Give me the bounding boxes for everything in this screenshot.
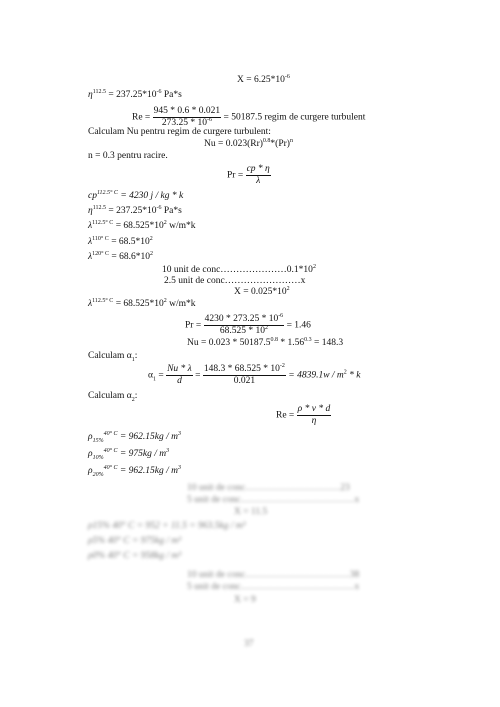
- eta2-value: = 237.25*10: [106, 206, 157, 216]
- interp1-exp: 2: [312, 263, 316, 270]
- a1-eq2: =: [192, 370, 203, 381]
- rho1-exp: 3: [177, 430, 181, 437]
- viscosity-line-1: [88, 88, 182, 101]
- rho3-value: = 962.15kg / m: [117, 466, 178, 476]
- nu-formula-exp1: 0.8: [262, 137, 271, 144]
- re2-numerator: ρ * v * d: [297, 404, 331, 414]
- a1-frac2-num-exp: -2: [279, 362, 285, 369]
- a1-frac2-den: 0.021: [203, 375, 286, 387]
- rho3-symbol: ρ: [88, 466, 93, 476]
- calc-alpha2-title: [88, 392, 137, 402]
- eta-temp: 112.5: [92, 88, 106, 95]
- rho2-exp: 3: [166, 447, 170, 454]
- cp-line: [88, 189, 184, 202]
- interp3-text: X = 0.025*10: [234, 287, 287, 297]
- a1-result: = 4839.1w / m: [285, 370, 344, 381]
- a1-fraction-2: [203, 364, 286, 387]
- pr2-den-text: 68.525 * 10: [219, 325, 265, 336]
- x-value-line: [237, 73, 290, 86]
- a1-eq: =: [155, 370, 167, 381]
- eta-symbol: η: [88, 90, 93, 100]
- re2-fraction: [297, 404, 332, 427]
- conductivity-line-1: [88, 219, 196, 232]
- pr2-result: = 1.46: [284, 320, 311, 331]
- conductivity-line-2: [88, 235, 153, 248]
- pr-numerator: cp * η: [246, 164, 270, 174]
- nu2-exp1: 0.8: [270, 336, 278, 343]
- nu2-mid: * 1.56: [277, 338, 305, 348]
- blurred-line-4: ρ15% 40° C = 952 + 11.5 = 963.5kg / m³: [88, 521, 246, 531]
- eta2-unit: Pa*s: [161, 206, 182, 216]
- blurred-line-9: X = 9: [234, 595, 256, 605]
- nusselt-value-line: [187, 336, 344, 349]
- calc-a1-text: Calculam α: [88, 351, 132, 361]
- conductivity-line-3: [88, 250, 154, 263]
- lambda2-exp: 2: [149, 235, 153, 242]
- calc-a1-sub: 1: [131, 356, 135, 363]
- nu2-exp2: 0.3: [304, 336, 312, 343]
- interpolation-line-1: [162, 263, 316, 276]
- pr-label: Pr =: [227, 170, 246, 181]
- reynolds-formula-line-2: [276, 404, 331, 427]
- prandtl-value-line: [185, 314, 311, 337]
- pr-denominator: λ: [246, 175, 271, 187]
- x-value-text: X = 6.25*10: [237, 75, 285, 85]
- a1-sub: 1: [152, 376, 156, 383]
- blurred-line-3: X = 11.5: [234, 507, 268, 517]
- eta-value: = 237.25*10: [106, 90, 157, 100]
- calc-a2-sub: 2: [131, 396, 135, 403]
- rho2-value: = 975kg / m: [117, 449, 167, 459]
- pr-fraction: [246, 164, 271, 187]
- calc-a1-colon: :: [134, 351, 138, 361]
- rho3-sup: 40° C: [103, 464, 118, 471]
- a1-result-exp: 2: [343, 369, 347, 376]
- blurred-line-7: 10 unit de conc……………………………38: [187, 570, 360, 580]
- lambda1-symbol: λ: [88, 221, 93, 231]
- re-result: = 50187.5 regim de curgere turbulent: [221, 112, 366, 123]
- cp-symbol: cp: [88, 191, 97, 201]
- pr2-denominator: [204, 325, 285, 337]
- a1-frac1-num: Nu * λ: [167, 364, 192, 374]
- nu-formula-text: Nu = 0.023(Rr): [204, 139, 263, 149]
- lambda2-symbol: λ: [88, 237, 93, 247]
- nu-formula-mid: *(Pr): [270, 139, 290, 149]
- calc-nu-title: Calculam Nu pentru regim de curgere turbulent:: [88, 127, 271, 137]
- interpolation-result: [234, 285, 290, 298]
- a1-frac1-den: d: [166, 375, 193, 387]
- cp-value: = 4230 j / kg * k: [117, 191, 184, 201]
- density-line-3: [88, 464, 181, 478]
- rho1-value: = 962.15kg / m: [117, 432, 178, 442]
- pr2-num-text: 4230 * 273.25 * 10: [204, 314, 279, 324]
- prandtl-formula-line: [227, 164, 271, 187]
- a1-symbol: α: [148, 370, 153, 381]
- eta2-temp: 112.5: [92, 204, 106, 211]
- lambda4-exp: 2: [163, 297, 167, 304]
- pr2-numerator: [204, 314, 285, 325]
- blurred-line-1: 10 unit de conc…………………………23: [187, 483, 350, 493]
- lambda4-temp: 112.5° C: [92, 297, 114, 304]
- rho1-sup: 40° C: [103, 430, 118, 437]
- rho1-sub: 15%: [92, 437, 104, 444]
- nu-formula-line: [204, 137, 293, 150]
- blurred-line-5: ρ5% 40° C = 975kg / m³: [88, 536, 182, 546]
- lambda1-exp: 2: [163, 219, 167, 226]
- a1-frac2-num: [203, 364, 286, 375]
- nu2-result: = 148.3: [311, 338, 344, 348]
- blurred-line-6: ρ0% 40° C = 958kg / m³: [88, 551, 182, 561]
- nu2-text: Nu = 0.023 * 50187.5: [187, 338, 271, 348]
- pr2-fraction: [204, 314, 285, 337]
- alpha1-formula-line: [148, 364, 361, 387]
- rho1-symbol: ρ: [88, 432, 93, 442]
- interpolation-line-2: 2.5 unit de conc……………………x: [164, 276, 306, 286]
- lambda3-exp: 2: [150, 250, 154, 257]
- viscosity-line-2: [88, 204, 182, 217]
- calc-a2-text: Calculam α: [88, 391, 132, 401]
- lambda1-temp: 112.5° C: [92, 219, 114, 226]
- rho3-exp: 3: [177, 464, 181, 471]
- eta2-exp: -6: [156, 204, 162, 211]
- re2-denominator: η: [297, 415, 332, 427]
- rho2-sup: 40° C: [103, 447, 118, 454]
- calc-a2-colon: :: [134, 391, 138, 401]
- density-line-2: [88, 447, 170, 461]
- pr2-den-exp: 2: [264, 324, 268, 331]
- lambda3-value: = 68.6*10: [109, 252, 151, 262]
- nu-formula-exp2: n: [289, 137, 293, 144]
- x-value-exp: -6: [284, 73, 290, 80]
- page-number: 37: [244, 639, 254, 649]
- eta2-symbol: η: [88, 206, 93, 216]
- cp-temp: 112.5° C: [96, 189, 118, 196]
- rho3-sub: 20%: [92, 471, 104, 478]
- pr2-num-exp: -6: [278, 312, 284, 319]
- re-den-text: 273.25 * 10: [161, 117, 207, 128]
- lambda2-value: = 68.5*10: [108, 237, 150, 247]
- lambda1-unit: w/m*k: [166, 221, 196, 231]
- reynolds-line-1: [132, 106, 365, 129]
- re-label: Re =: [132, 112, 153, 123]
- rho2-sub: 10%: [92, 454, 104, 461]
- a1-frac2-num-text: 148.3 * 68.525 * 10: [203, 364, 280, 374]
- lambda4-unit: w/m*k: [166, 299, 196, 309]
- lambda3-symbol: λ: [88, 252, 93, 262]
- re-den-exp: -6: [206, 116, 212, 123]
- re-numerator: 945 * 0.6 * 0.021: [153, 106, 221, 116]
- lambda4-value: = 68.525*10: [113, 299, 164, 309]
- blurred-line-2: 5 unit de conc………………………………x: [187, 495, 360, 505]
- a1-result-end: * k: [346, 370, 361, 381]
- re-fraction: [153, 106, 222, 129]
- blurred-line-8: 5 unit de conc………………………………x: [187, 582, 360, 592]
- lambda2-temp: 110° C: [92, 235, 109, 242]
- eta-exp: -6: [156, 88, 162, 95]
- pr2-label: Pr =: [185, 320, 204, 331]
- re2-label: Re =: [276, 410, 297, 421]
- calc-alpha1-title: [88, 352, 137, 362]
- rho2-symbol: ρ: [88, 449, 93, 459]
- eta-unit: Pa*s: [161, 90, 182, 100]
- lambda3-temp: 120° C: [92, 250, 110, 257]
- interp1-text: 10 unit de conc…………………0.1*10: [162, 265, 313, 275]
- interp3-exp: 2: [286, 285, 290, 292]
- density-line-1: [88, 430, 181, 444]
- lambda4-symbol: λ: [88, 299, 93, 309]
- a1-fraction-1: [166, 364, 193, 387]
- conductivity-line-4: [88, 297, 196, 310]
- n-exponent-line: n = 0.3 pentru racire.: [88, 151, 168, 161]
- lambda1-value: = 68.525*10: [113, 221, 164, 231]
